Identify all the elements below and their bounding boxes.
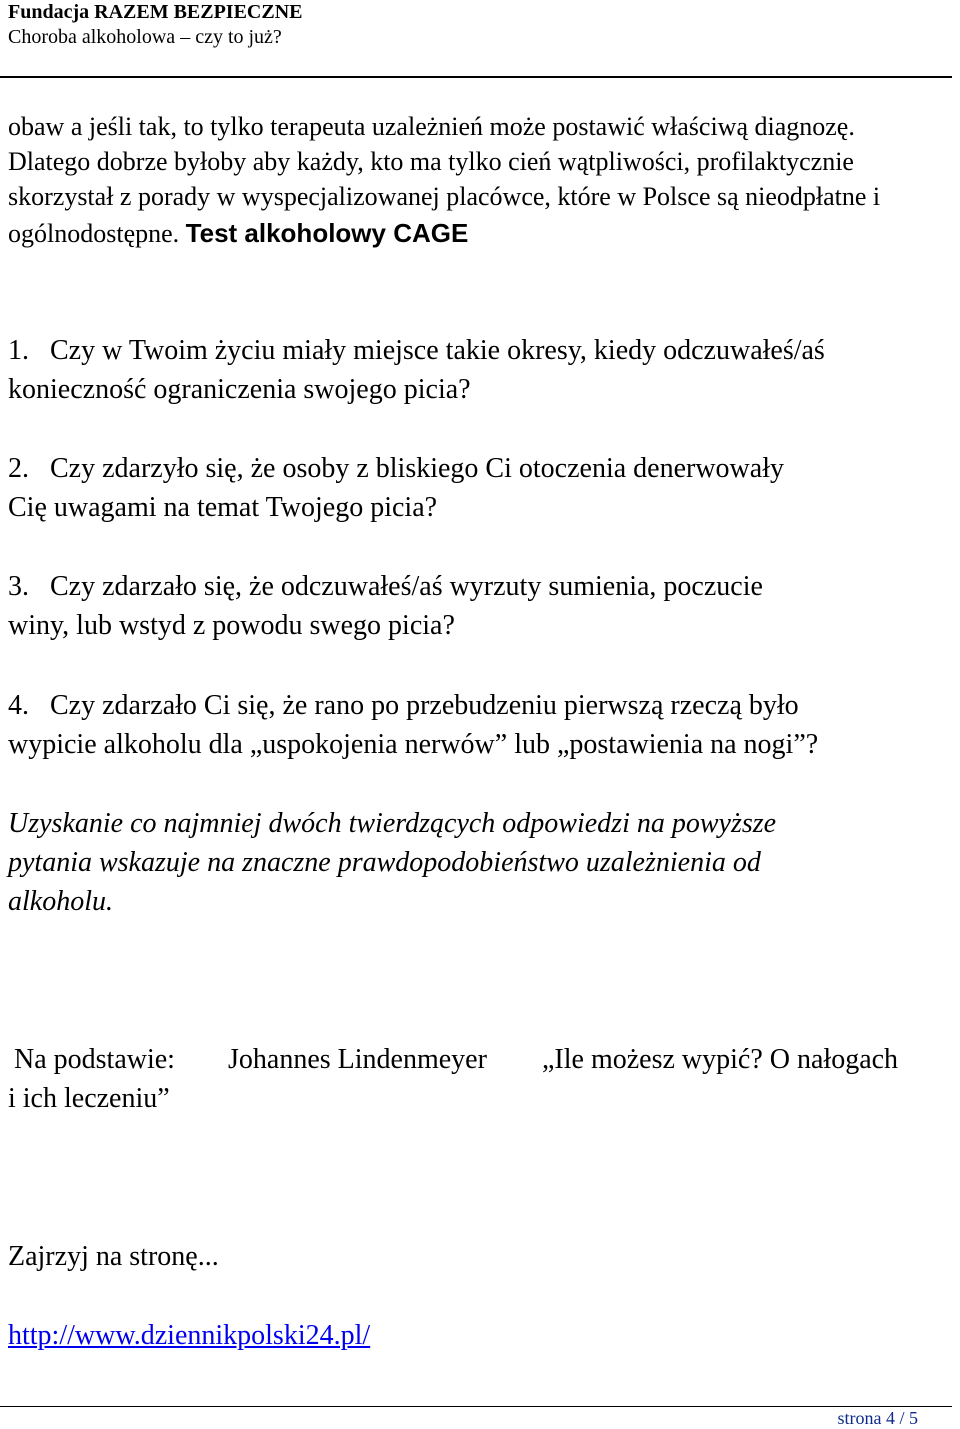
header-doc-title: Choroba alkoholowa – czy to już? [8, 26, 282, 48]
test-heading: Test alkoholowy CAGE [185, 218, 469, 248]
question-3-line-2: winy, lub wstyd z powodu swego picia? [8, 610, 455, 641]
conclusion-line-1: Uzyskanie co najmniej dwóch twierdzących odpowiedzi na powyższe [8, 808, 777, 839]
question-4-text: Czy zdarzało Ci się, że rano po przebudzeniu pierwszą rzeczą było [50, 690, 799, 721]
header-divider [0, 76, 952, 78]
intro-line-3: skorzystał z porady w wyspecjalizowanej placówce, które w Polsce są nieodpłatne i [8, 182, 881, 211]
source-author: Johannes Lindenmeyer [228, 1044, 487, 1075]
question-3-line-1 [8, 567, 763, 606]
question-2-line-1 [8, 449, 784, 488]
see-also-label: Zajrzyj na stronę... [8, 1241, 219, 1272]
question-3-text: Czy zdarzało się, że odczuwałeś/aś wyrzuty sumienia, poczucie [50, 571, 763, 602]
conclusion-line-2: pytania wskazuje na znaczne prawdopodobieństwo uzależnienia od [8, 847, 761, 878]
intro-line-4-prefix: ogólnodostępne. [8, 219, 180, 248]
footer-divider [0, 1406, 952, 1407]
dziennikpolski-link[interactable]: http://www.dziennikpolski24.pl/ [8, 1320, 371, 1351]
question-4-number: 4. [8, 690, 29, 721]
question-1-number: 1. [8, 335, 29, 366]
intro-line-1: obaw a jeśli tak, to tylko terapeuta uzależnień może postawić właściwą diagnozę. [8, 112, 855, 141]
question-1-line-1 [8, 331, 825, 370]
question-2-number: 2. [8, 453, 29, 484]
question-4-line-1 [8, 686, 799, 725]
question-4-line-2: wypicie alkoholu dla „uspokojenia nerwów” lub „postawienia na nogi”? [8, 729, 819, 760]
conclusion-line-3: alkoholu. [8, 886, 113, 917]
source-title-part-2: i ich leczeniu” [8, 1083, 170, 1114]
header-org: Fundacja RAZEM BEZPIECZNE [8, 1, 303, 23]
question-3-number: 3. [8, 571, 29, 602]
source-label: Na podstawie: [14, 1044, 175, 1075]
question-1-line-2: konieczność ograniczenia swojego picia? [8, 374, 471, 405]
question-2-line-2: Cię uwagami na temat Twojego picia? [8, 492, 438, 523]
question-2-text: Czy zdarzyło się, że osoby z bliskiego Ci otoczenia denerwowały [50, 453, 784, 484]
source-title-part-1: „Ile możesz wypić? O nałogach [542, 1044, 899, 1075]
question-1-text: Czy w Twoim życiu miały miejsce takie okresy, kiedy odczuwałeś/aś [50, 335, 825, 366]
intro-line-4 [8, 214, 468, 253]
page-number: strona 4 / 5 [837, 1408, 918, 1428]
intro-line-2: Dlatego dobrze byłoby aby każdy, kto ma tylko cień wątpliwości, profilaktycznie [8, 147, 854, 176]
